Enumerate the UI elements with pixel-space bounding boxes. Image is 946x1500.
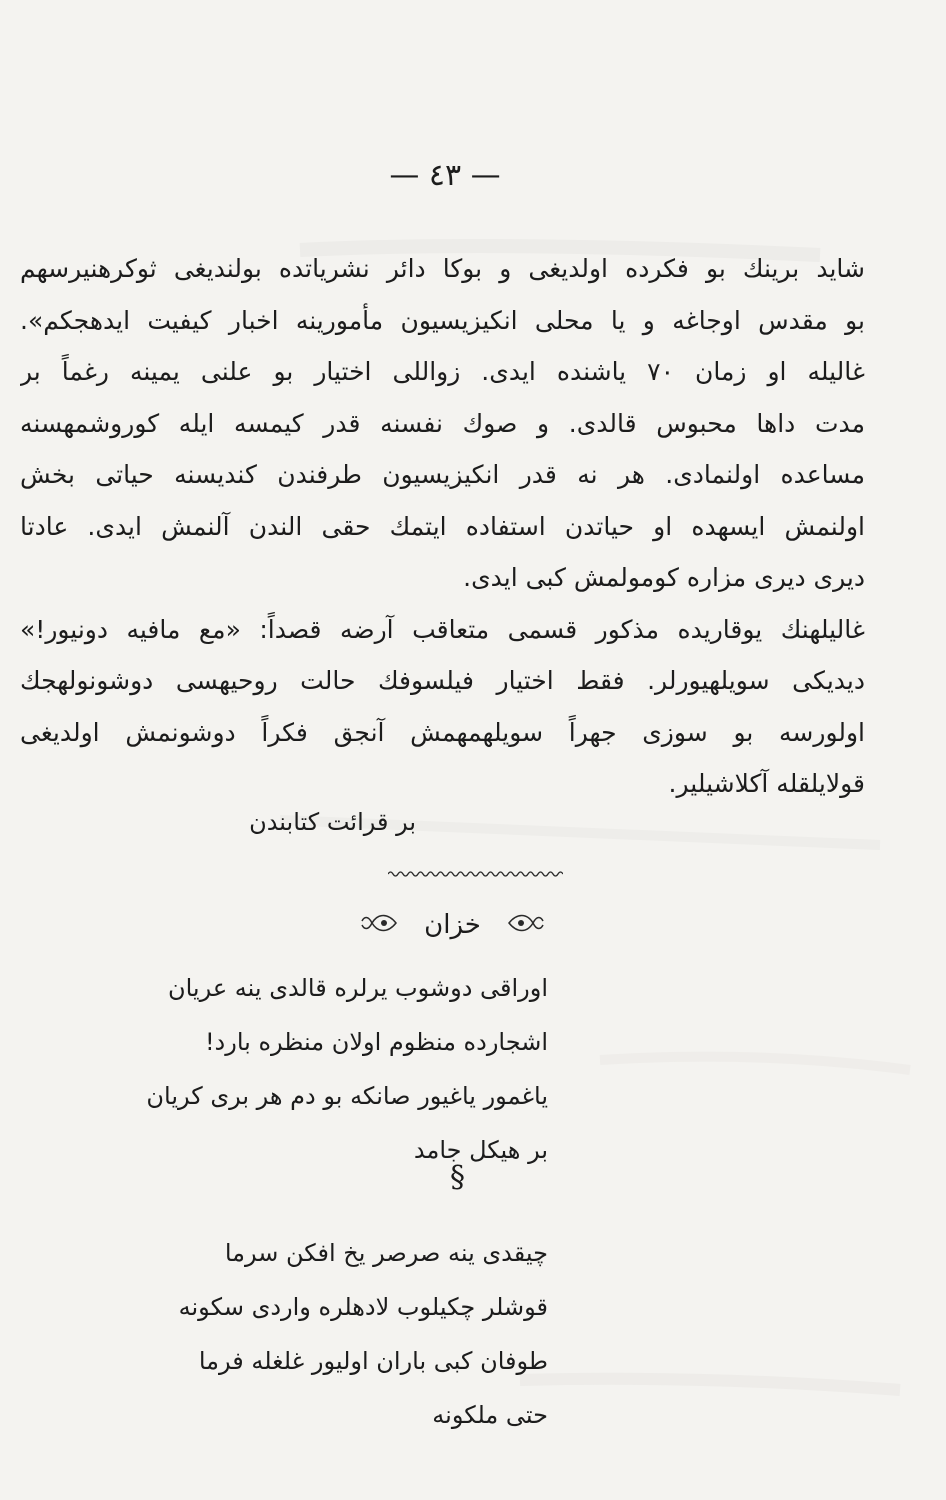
floral-ornament-icon [360,909,398,942]
verse-line: یاغمور یاغیور صانكه بو دم هر بری كریان [146,1082,548,1110]
poem-heading [360,905,545,945]
verse-line: اشجارده منظوم اولان منظره بارد! [204,1028,548,1056]
prose-line: اولنمش ایسهده او حیاتدن استفاده ایتمك حقی الندن آلنمش ایدی. عادتا [20,511,865,541]
source-attribution: بر قرائت كتابندن [249,808,416,836]
poem-stanza-one [146,961,548,1177]
prose-line: شاید برینك بو فكرده اولدیغی و بوكا دائر نشریاتده بولندیغی ثوكرهنیرسهم [20,254,865,283]
verse-line: بر هیكل جامد [413,1136,548,1164]
prose-line: غالیلهنك یوقاریده مذكور قسمی متعاقب آرضه قصداً: «مع مافیه دونیور!» [20,614,865,644]
prose-line: بو مقدس اوجاغه و یا محلی انكیزیسیون مأمورینه اخبار كیفیت ایدهجكم». [20,305,865,335]
page-number: — ٤٣ — [389,158,501,193]
prose-line: مساعده اولنمادی. هر نه قدر انكیزیسیون طرفندن كندیسنه حیاتی بخش [20,460,865,489]
verse-line: اوراقی دوشوب یرلره قالدی ینه عریان [167,974,548,1002]
wavy-divider [388,870,563,878]
prose-line: مدت داها محبوس قالدی. و صوك نفسنه قدر كیمسه ایله كوروشمهسنه [20,408,865,438]
verse-line: حتی ملكونه [432,1401,548,1429]
poem-title: خزان [424,910,481,940]
prose-line: دیدیكی سویلهیورلر. فقط اختیار فیلسوفك حالت روحیهسی دوشونولهجك [20,666,865,695]
prose-line: اولورسه بو سوزی جهراً سویلهمهمش آنجق فكراً دوشونمش اولدیغی [20,717,865,747]
section-sign: § [450,1160,465,1195]
prose-line: قولایلقله آكلاشیلیر. [668,769,865,798]
floral-ornament-icon [507,909,545,942]
prose-line: دیری دیری مزاره كومولمش كبی ایدی. [463,563,865,592]
verse-line: طوفان كبی باران اولیور غلغله فرما [198,1347,548,1375]
verse-line: قوشلر چكیلوب لادهلره واردی سكونه [178,1293,548,1321]
prose-block [20,243,865,810]
verse-line: چیقدی ینه صرصر یخ افكن سرما [224,1239,548,1267]
prose-line: غالیله او زمان ٧٠ یاشنده ایدی. زواللی اختیار بو علنی یمینه رغماً بر [20,357,865,386]
poem-stanza-two [179,1226,548,1442]
